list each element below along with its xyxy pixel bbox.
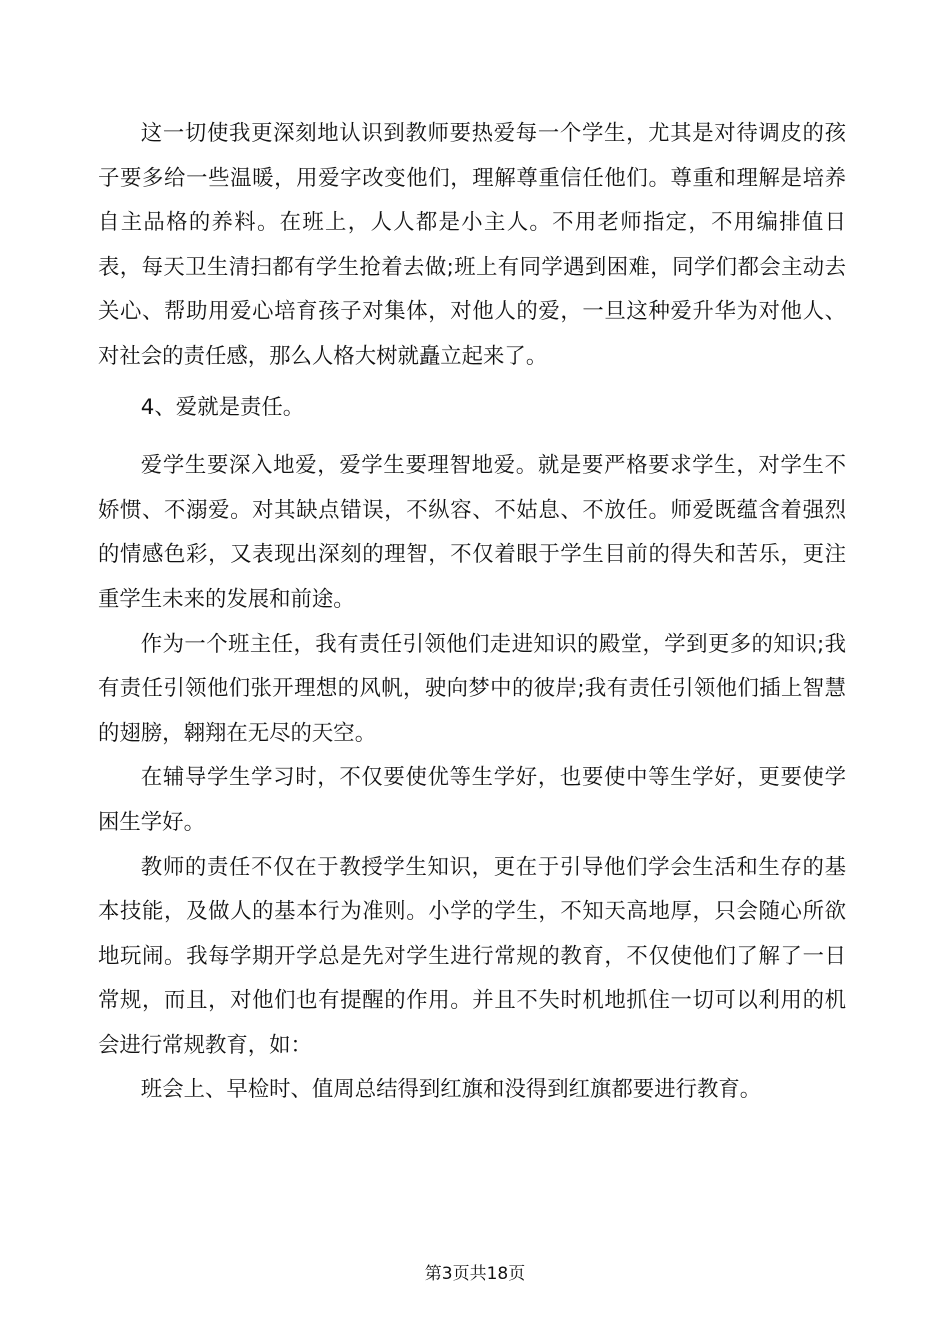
paragraph-class-teacher-duty: 作为一个班主任，我有责任引领他们走进知识的殿堂，学到更多的知识;我有责任引领他们张开理想的风帆，驶向梦中的彼岸;我有责任引领他们插上智慧的翅膀，翱翔在无尽的天空。 xyxy=(98,631,846,746)
paragraph-rational-love: 爱学生要深入地爱，爱学生要理智地爱。就是要严格要求学生，对学生不娇惯、不溺爱。对其缺点错误，不纵容、不姑息、不放任。师爱既蕴含着强烈的情感色彩，又表现出深刻的理智，不仅着眼于学生目前的得失和苦乐，更注重学生未来的发展和前途。 xyxy=(98,453,846,612)
paragraph-love-every-student: 这一切使我更深刻地认识到教师要热爱每一个学生，尤其是对待调皮的孩子要多给一些温暖，用爱字改变他们，理解尊重信任他们。尊重和理解是培养自主品格的养料。在班上，人人都是小主人。不用老师指定，不用编排值日表，每天卫生清扫都有学生抢着去做;班上有同学遇到困难，同学们都会主动去关心、帮助用爱心培育孩子对集体，对他人的爱，一旦这种爱升华为对他人、对社会的责任感，那么人格大树就矗立起来了。 xyxy=(98,121,846,369)
paragraph-tutoring: 在辅导学生学习时，不仅要使优等生学好，也要使中等生学好，更要使学困生学好。 xyxy=(98,765,846,835)
paragraph-class-meeting: 班会上、早检时、值周总结得到红旗和没得到红旗都要进行教育。 xyxy=(140,1077,762,1103)
document-body xyxy=(98,112,846,1113)
section-heading-love-is-responsibility: 4、爱就是责任。 xyxy=(140,394,305,420)
page-number-footer: 第3页共18页 xyxy=(424,1264,526,1284)
paragraph-teacher-responsibility: 教师的责任不仅在于教授学生知识，更在于引导他们学会生活和生存的基本技能，及做人的基本行为准则。小学的学生，不知天高地厚，只会随心所欲地玩闹。我每学期开学总是先对学生进行常规的教育，不仅使他们了解了一日常规，而且，对他们也有提醒的作用。并且不失时机地抓住一切可以利用的机会进行常规教育，如： xyxy=(98,854,846,1058)
